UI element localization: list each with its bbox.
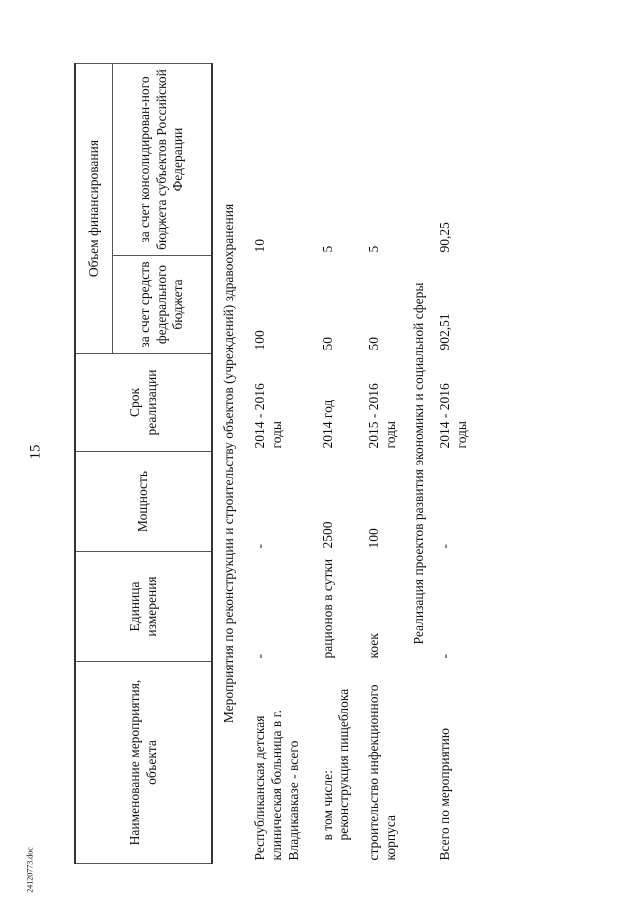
- row-name: Республиканская детская клиническая больница в г. Владикавказе - всего: [251, 709, 301, 861]
- row-federal: 50: [319, 337, 335, 351]
- table-row: [306, 64, 357, 864]
- row-unit: -: [251, 654, 267, 659]
- row-federal: 50: [366, 337, 382, 351]
- row-regional: 10: [251, 239, 267, 253]
- row-name-text: реконструкция пищеблока: [336, 688, 352, 841]
- row-regional: 5: [366, 245, 382, 253]
- section-title: Реализация проектов развития экономики и социальной сферы: [411, 282, 426, 645]
- row-period: 2014 - 2016 годы: [251, 383, 284, 449]
- table-header: [75, 64, 212, 864]
- header-unit: Единица измерения: [75, 552, 212, 662]
- rotated-table-container: [74, 64, 514, 864]
- row-period: 2014 - 2016 годы: [436, 383, 469, 449]
- section-row: [403, 64, 434, 864]
- row-unit: рационов в сутки: [319, 558, 335, 659]
- row-period: 2014 год: [319, 399, 335, 449]
- table-row: [356, 64, 403, 864]
- row-capacity: -: [436, 544, 452, 549]
- row-unit: коек: [366, 633, 382, 659]
- financing-table: [74, 63, 474, 864]
- header-capacity: Мощность: [75, 452, 212, 552]
- row-capacity: -: [251, 544, 267, 549]
- table-body: [212, 64, 474, 864]
- section-row: [212, 64, 244, 864]
- header-name: Наименование мероприятия, объекта: [75, 662, 212, 864]
- row-regional: 5: [319, 245, 335, 253]
- header-regional: за счет консолидирован-ного бюджета субъектов Российской Федерации: [113, 64, 213, 256]
- page-number: 15: [27, 444, 44, 460]
- header-financing-group: Объем финансирования: [75, 64, 113, 354]
- document-id: 24120773.doc: [25, 847, 35, 893]
- row-unit: -: [436, 654, 452, 659]
- row-capacity: 100: [366, 528, 382, 549]
- row-name-prefix: в том числе:: [319, 770, 335, 841]
- row-name: Всего по мероприятию: [436, 728, 452, 861]
- row-name: [306, 662, 357, 864]
- table-row: [434, 64, 474, 864]
- table-row: [244, 64, 306, 864]
- row-federal: 100: [251, 330, 267, 351]
- section-title: Мероприятия по реконструкции и строительству объектов (учреждений) здравоохранения: [221, 203, 236, 724]
- header-federal: за счет средств федерального бюджета: [113, 256, 213, 354]
- row-period: 2015 - 2016 годы: [366, 383, 399, 449]
- row-capacity: 2500: [319, 521, 335, 549]
- row-regional: 90,25: [436, 222, 452, 253]
- row-name: строительство инфекционного корпуса: [366, 684, 399, 861]
- row-federal: 902,51: [436, 313, 452, 351]
- header-period: Срок реализации: [75, 354, 212, 452]
